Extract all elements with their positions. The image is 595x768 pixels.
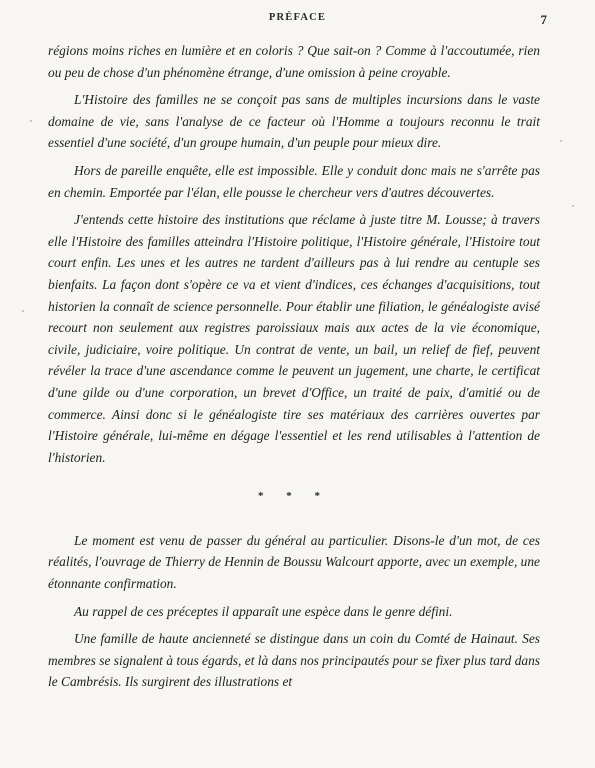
scan-speck bbox=[22, 310, 24, 312]
paragraph: régions moins riches en lumière et en coloris ? Que sait-on ? Comme à l'accoutumée, rien ou peu de chose d'un phénomène étrange, d'une omission à peine croyable. bbox=[48, 43, 540, 80]
scan-speck bbox=[572, 205, 574, 207]
page-number: 7 bbox=[540, 12, 547, 27]
paragraph: Une famille de haute ancienneté se distingue dans un coin du Comté de Hainaut. Ses membres se signalent à tous égards, et là dans nos principautés pour se fixer plus tard dans le Cambrésis. Ils surgirent des illustrations et bbox=[48, 631, 540, 690]
page-header bbox=[48, 12, 547, 30]
scan-speck bbox=[560, 140, 562, 142]
section-separator: * * * bbox=[258, 490, 330, 503]
page-body bbox=[48, 40, 540, 699]
paragraph: Le moment est venu de passer du général au particulier. Disons-le d'un mot, de ces réalités, l'ouvrage de Thierry de Hennin de Boussu Walcourt apporte, avec un exemple, une étonnante confirmation. bbox=[48, 532, 540, 592]
paragraph: Hors de pareille enquête, elle est impossible. Elle y conduit donc mais ne s'arrête pas en chemin. Emportée par l'élan, elle pousse le chercheur vers d'autres découvertes. bbox=[48, 162, 540, 200]
paragraph: L'Histoire des familles ne se conçoit pas sans de multiples incursions dans le vaste domaine de vie, sans l'analyse de ce facteur où l'Homme a toujours reconnu le trait essentiel d'une société, d'un groupe humain, d'un peuple pour mieux dire. bbox=[48, 92, 540, 151]
paragraph: J'entends cette histoire des institutions que réclame à juste titre M. Lousse; à travers elle l'Histoire des familles atteindra l'Histoire politique, l'Histoire générale, l'Histoire tout court enfin. Les unes et les autres ne tardent d'ailleurs pas à lui rendre au centuple ses bienfaits. La façon dont s'opère ce va et vient d'indices, ces échanges d'acquisitions, tout historien la connaît de science personnelle. Pour établir une filiation, le généalogiste avisé recourt non seulement aux registres paroissiaux mais aux actes de la vie économique, civile, judiciaire, voire politique. Un contrat de vente, un bail, un relief de fief, peuvent révéler la trace d'une ascendance comme le peuvent un jugement, une charte, le certificat d'une gilde ou d'une corporation, un brevet d'Office, un traité de paix, d'amitié ou de commerce. Ainsi donc si le généalogiste tire ses matériaux des carrières ouvertes par l'Histoire générale, lui-même en dégage l'essentiel et les rend utilisables à l'attention de l'historien. bbox=[48, 212, 540, 465]
running-title: PRÉFACE bbox=[268, 12, 327, 23]
section-body bbox=[48, 530, 540, 693]
scan-speck bbox=[30, 120, 32, 122]
paragraph: Au rappel de ces préceptes il apparaît une espèce dans le genre défini. bbox=[74, 603, 453, 619]
